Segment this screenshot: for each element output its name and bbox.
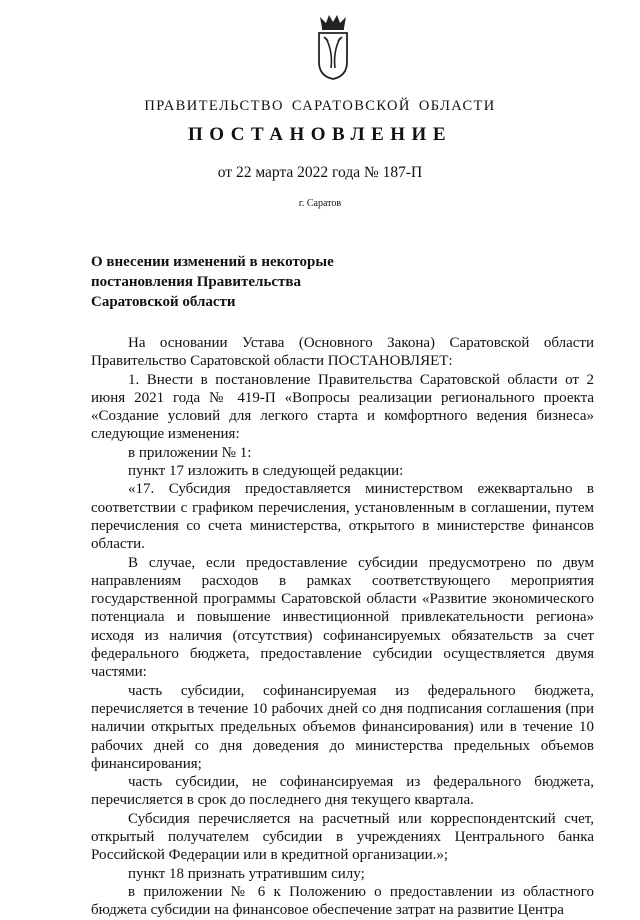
document-body <box>91 334 594 920</box>
title-line: Саратовской области <box>91 294 236 310</box>
paragraph: пункт 17 изложить в следующей редакции: <box>128 463 404 480</box>
document-city: г. Саратов <box>298 198 342 209</box>
paragraph: в приложении № 6 к Положению о предоставлении из областного бюджета субсидии на финансовое обеспечение затрат на развитие Центра <box>91 883 594 919</box>
document-date-number: от 22 марта 2022 года № 187-П <box>217 164 423 181</box>
paragraph: пункт 18 признать утратившим силу; <box>128 865 365 882</box>
paragraph: часть субсидии, не софинансируемая из федерального бюджета, перечисляется в срок до последнего дня текущего квартала. <box>91 774 594 809</box>
paragraph: в приложении № 1: <box>128 444 252 461</box>
paragraph: 1. Внести в постановление Правительства Саратовской области от 2 июня 2021 года № 419-П «Вопросы реализации регионального проекта «Создание условий для легкого старта и комфортного ведения бизнеса» следующие изменения: <box>91 371 594 443</box>
title-line: О внесении изменений в некоторые <box>91 254 334 270</box>
paragraph-text: «17. Субсидия предоставляется министерством ежеквартально в соответствии с графиком перечисления, установленным в соглашении, путем перечисления со счета министерства, открытого в министерстве финансов области. <box>91 481 594 553</box>
paragraph: Субсидия перечисляется на расчетный или корреспондентский счет, открытый получателем субсидии в учреждениях Центрального банка Российской Федерации или в кредитной организации.»; <box>91 810 594 864</box>
document-title <box>91 252 391 312</box>
paragraph: часть субсидии, софинансируемая из федерального бюджета, перечисляется в течение 10 рабочих дней со дня подписания соглашения (при наличии открытых предельных объемов финансирования) или в течение 10 рабочих дней со дня доведения до министерства предельных объемов финансирования; <box>91 682 594 772</box>
document-type-heading: ПОСТАНОВЛЕНИЕ <box>187 124 453 145</box>
coat-of-arms-icon <box>313 12 353 82</box>
paragraph <box>91 480 594 553</box>
paragraph: В случае, если предоставление субсидии предусмотрено по двум направлениям расходов в рамках соответствующего мероприятия государственной программы Саратовской области «Развитие экономического потенциала и повышение инвестиционной привлекательности региона» исходя из наличия (отсутствия) софинансируемых обязательств за счет федерального бюджета, предоставление субсидии осуществляется двумя частями: <box>91 554 594 681</box>
government-name: ПРАВИТЕЛЬСТВО САРАТОВСКОЙ ОБЛАСТИ <box>144 98 496 114</box>
paragraph: На основании Устава (Основного Закона) Саратовской области Правительство Саратовской области ПОСТАНОВЛЯЕТ: <box>91 335 594 370</box>
title-line: постановления Правительства <box>91 274 301 290</box>
